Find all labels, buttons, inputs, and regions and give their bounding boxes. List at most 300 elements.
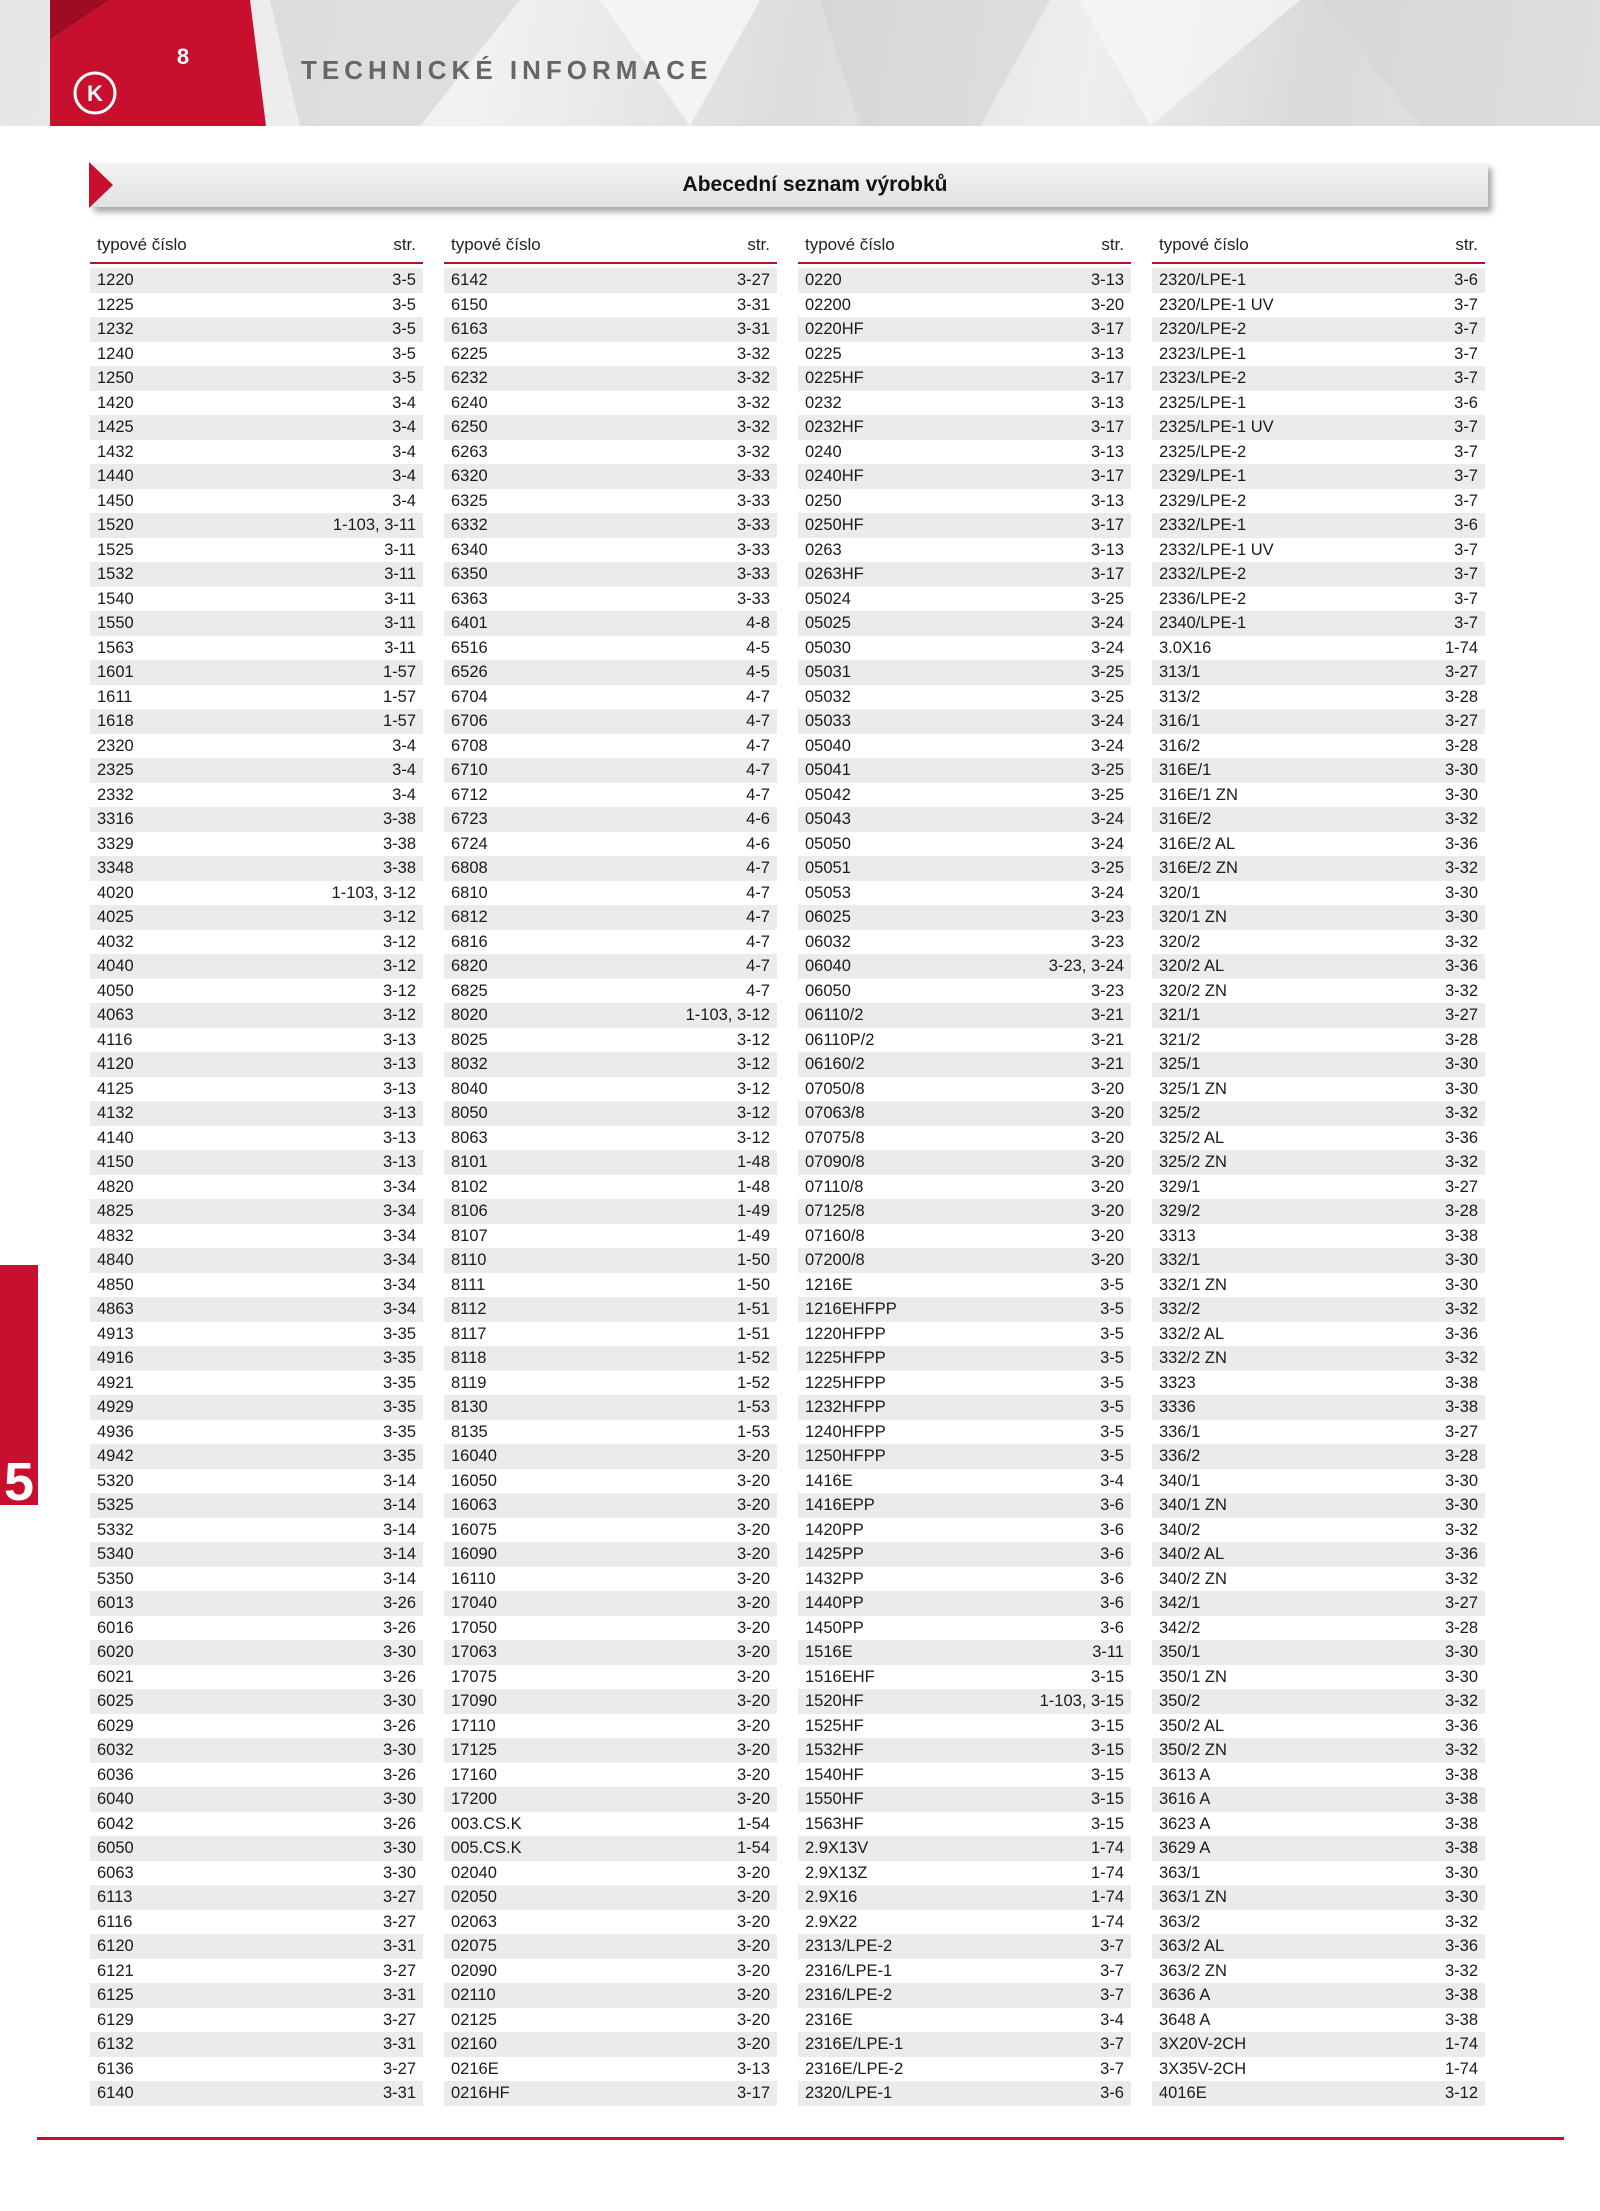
product-code: 6820	[451, 957, 488, 975]
page-reference: 3-20	[1090, 1251, 1124, 1269]
product-code: 336/2	[1159, 1447, 1201, 1465]
table-row	[798, 1567, 1131, 1592]
product-code: 05041	[805, 761, 851, 779]
page-reference: 3-30	[1444, 1275, 1478, 1294]
product-code: 320/2 ZN	[1159, 981, 1227, 1000]
product-code: 1225HFPP	[805, 1373, 886, 1392]
page-reference: 3-6	[1100, 1594, 1124, 1612]
page-reference: 1-49	[736, 1202, 770, 1220]
page-reference: 3-33	[736, 565, 770, 583]
product-code: 1225	[97, 295, 134, 314]
product-code: 1432PP	[805, 1569, 864, 1588]
table-row	[1152, 1959, 1485, 1984]
table-row	[444, 954, 777, 979]
product-code: 2329/LPE-1	[1159, 467, 1247, 485]
table-row	[444, 832, 777, 857]
page-reference: 3-27	[1444, 1594, 1478, 1612]
product-code: 6132	[97, 2035, 134, 2053]
product-code: 16075	[451, 1520, 497, 1539]
product-code: 1550	[97, 614, 134, 632]
table-row	[1152, 1469, 1485, 1494]
product-code: 6263	[451, 442, 488, 461]
page-reference: 3-15	[1090, 1790, 1124, 1808]
table-row	[798, 709, 1131, 734]
product-code: 4132	[97, 1104, 134, 1122]
product-code: 6020	[97, 1643, 134, 1661]
page-reference: 3-25	[1090, 663, 1124, 681]
page-reference: 1-51	[736, 1300, 770, 1318]
product-code: 6029	[97, 1716, 134, 1735]
product-code: 4140	[97, 1128, 134, 1147]
table-row	[1152, 832, 1485, 857]
page-reference: 3-12	[382, 932, 416, 951]
page-reference: 3-7	[1454, 491, 1478, 510]
table-row	[1152, 268, 1485, 293]
page-reference: 3-4	[392, 442, 416, 461]
page-reference: 3-15	[1090, 1741, 1124, 1759]
page-reference: 3-34	[382, 1202, 416, 1220]
page-reference: 1-103, 3-12	[685, 1006, 770, 1024]
product-code: 6250	[451, 418, 488, 436]
product-code: 4916	[97, 1349, 134, 1367]
page-reference: 3-33	[736, 516, 770, 534]
table-row	[444, 734, 777, 759]
table-row	[798, 513, 1131, 538]
product-code: 6036	[97, 1765, 134, 1784]
table-row	[1152, 1861, 1485, 1886]
table-row	[1152, 1248, 1485, 1273]
product-code: 2320/LPE-2	[1159, 320, 1247, 338]
header-page-label: str.	[1455, 235, 1478, 254]
table-row	[798, 979, 1131, 1004]
page-reference: 3-14	[382, 1545, 416, 1563]
page-reference: 3-15	[1090, 1765, 1124, 1784]
product-code: 0263	[805, 540, 842, 559]
table-row	[798, 1910, 1131, 1935]
page-reference: 3-21	[1090, 1030, 1124, 1049]
table-row	[90, 1763, 423, 1788]
table-row	[90, 832, 423, 857]
page-reference: 3-20	[736, 1569, 770, 1588]
table-row	[798, 1322, 1131, 1347]
product-code: 1440	[97, 467, 134, 485]
page-reference: 3-30	[1444, 883, 1478, 902]
table-row	[1152, 1395, 1485, 1420]
table-row	[798, 440, 1131, 465]
product-code: 16050	[451, 1471, 497, 1490]
page-reference: 3-20	[736, 1716, 770, 1735]
page-reference: 3-30	[382, 1839, 416, 1857]
product-code: 06160/2	[805, 1055, 865, 1073]
header-code-label: typové číslo	[451, 235, 541, 254]
table-row	[90, 758, 423, 783]
page-reference: 3-6	[1100, 1618, 1124, 1637]
product-index-table	[90, 230, 1490, 2110]
table-row	[90, 391, 423, 416]
product-code: 332/2 ZN	[1159, 1349, 1227, 1367]
product-code: 6401	[451, 614, 488, 632]
table-row	[798, 1224, 1131, 1249]
product-code: 1540	[97, 589, 134, 608]
product-code: 6150	[451, 295, 488, 314]
product-code: 8107	[451, 1226, 488, 1245]
product-code: 6140	[97, 2084, 134, 2102]
table-row	[444, 415, 777, 440]
table-row	[444, 783, 777, 808]
table-row	[444, 881, 777, 906]
table-row	[444, 464, 777, 489]
product-code: 4942	[97, 1447, 134, 1465]
page-reference: 3-25	[1090, 761, 1124, 779]
table-row	[1152, 783, 1485, 808]
page-reference: 3-34	[382, 1177, 416, 1196]
product-code: 6021	[97, 1667, 134, 1686]
header-page-label: str.	[1101, 235, 1124, 254]
table-row	[1152, 1542, 1485, 1567]
product-code: 0225	[805, 344, 842, 363]
product-code: 6706	[451, 712, 488, 730]
table-row	[444, 1910, 777, 1935]
table-row	[444, 1934, 777, 1959]
page-reference: 3-38	[1444, 1986, 1478, 2004]
page-reference: 3-28	[1444, 687, 1478, 706]
table-row	[90, 1322, 423, 1347]
product-code: 06050	[805, 981, 851, 1000]
page-reference: 3-13	[1090, 442, 1124, 461]
product-code: 2313/LPE-2	[805, 1937, 893, 1955]
table-row	[798, 1640, 1131, 1665]
page-reference: 3-6	[1100, 2084, 1124, 2102]
product-code: 5320	[97, 1471, 134, 1490]
product-code: 316E/1	[1159, 761, 1212, 779]
table-row	[444, 391, 777, 416]
table-row	[444, 1224, 777, 1249]
table-row	[1152, 1028, 1485, 1053]
product-code: 8102	[451, 1177, 488, 1196]
product-code: 332/1 ZN	[1159, 1275, 1227, 1294]
page-reference: 3-7	[1454, 442, 1478, 461]
page-reference: 3-32	[1444, 810, 1478, 828]
page-reference: 3-34	[382, 1251, 416, 1269]
product-code: 340/1 ZN	[1159, 1496, 1227, 1514]
page-reference: 3-27	[736, 271, 770, 289]
page-reference: 1-103, 3-12	[331, 883, 416, 902]
page-reference: 1-53	[736, 1422, 770, 1441]
table-row	[90, 979, 423, 1004]
product-code: 02160	[451, 2035, 497, 2053]
page-reference: 3-14	[382, 1520, 416, 1539]
table-row	[798, 1003, 1131, 1028]
page-reference: 3-20	[736, 1937, 770, 1955]
table-row	[90, 513, 423, 538]
product-code: 321/1	[1159, 1006, 1201, 1024]
product-code: 8118	[451, 1349, 487, 1367]
table-row	[1152, 954, 1485, 979]
page-reference: 3-27	[1444, 1177, 1478, 1196]
product-code: 05033	[805, 712, 851, 730]
table-row	[798, 783, 1131, 808]
table-row	[1152, 1297, 1485, 1322]
page-reference: 3-14	[382, 1569, 416, 1588]
product-code: 3629 A	[1159, 1839, 1211, 1857]
table-row	[798, 342, 1131, 367]
product-code: 329/1	[1159, 1177, 1201, 1196]
table-row	[444, 1371, 777, 1396]
table-row	[1152, 2008, 1485, 2033]
table-row	[444, 758, 777, 783]
header-red-tab	[0, 0, 270, 126]
column-rows	[798, 268, 1131, 2106]
table-row	[798, 881, 1131, 906]
product-code: 5350	[97, 1569, 134, 1588]
page-reference: 3-32	[736, 369, 770, 387]
table-row	[90, 587, 423, 612]
product-code: 2323/LPE-2	[1159, 369, 1247, 387]
table-row	[1152, 905, 1485, 930]
product-code: 6325	[451, 491, 488, 510]
page-reference: 3-36	[1444, 957, 1478, 975]
table-row	[444, 1175, 777, 1200]
table-row	[444, 1689, 777, 1714]
table-row	[444, 1444, 777, 1469]
page-reference: 1-74	[1090, 1839, 1124, 1857]
product-code: 1420	[97, 393, 134, 412]
table-row	[444, 1714, 777, 1739]
product-code: 0263HF	[805, 565, 864, 583]
product-code: 02040	[451, 1863, 497, 1882]
table-row	[1152, 1420, 1485, 1445]
table-row	[90, 636, 423, 661]
product-code: 16110	[451, 1569, 496, 1588]
table-row	[798, 1812, 1131, 1837]
table-row	[798, 1346, 1131, 1371]
product-code: 363/1 ZN	[1159, 1888, 1227, 1906]
table-row	[90, 1665, 423, 1690]
product-code: 2316E/LPE-2	[805, 2059, 904, 2078]
page-reference: 3-12	[736, 1104, 770, 1122]
column-rows	[1152, 268, 1485, 2106]
product-code: 320/1	[1159, 883, 1201, 902]
product-code: 3316	[97, 810, 134, 828]
column-rows	[444, 268, 777, 2106]
page-reference: 1-51	[736, 1324, 770, 1343]
page-reference: 3-20	[1090, 1177, 1124, 1196]
product-code: 0220HF	[805, 320, 864, 338]
page-reference: 3-32	[736, 418, 770, 436]
page-reference: 3-30	[382, 1643, 416, 1661]
page-reference: 1-57	[382, 663, 416, 681]
table-row	[90, 954, 423, 979]
page-reference: 3-32	[1444, 1153, 1478, 1171]
page-reference: 3-27	[1444, 712, 1478, 730]
column-header	[90, 230, 423, 264]
table-row	[90, 1297, 423, 1322]
product-code: 0250HF	[805, 516, 864, 534]
product-code: 2316/LPE-1	[805, 1961, 893, 1980]
table-row	[1152, 881, 1485, 906]
page-reference: 1-52	[736, 1349, 770, 1367]
table-row	[90, 1052, 423, 1077]
page-reference: 3-5	[392, 271, 416, 289]
page-reference: 3-12	[382, 1006, 416, 1024]
page-reference: 3-24	[1090, 883, 1124, 902]
page-reference: 3-4	[392, 491, 416, 510]
product-code: 1416E	[805, 1471, 853, 1490]
page-reference: 3-6	[1100, 1496, 1124, 1514]
product-code: 6040	[97, 1790, 134, 1808]
page-reference: 3-31	[736, 320, 770, 338]
page-reference: 3-20	[736, 1471, 770, 1490]
product-code: 2316E/LPE-1	[805, 2035, 904, 2053]
table-row	[90, 1224, 423, 1249]
product-code: 8106	[451, 1202, 488, 1220]
page-reference: 3-33	[736, 540, 770, 559]
product-code: 2.9X22	[805, 1912, 858, 1931]
table-row	[798, 636, 1131, 661]
product-code: 6712	[451, 785, 488, 804]
page-reference: 3-20	[1090, 1104, 1124, 1122]
table-column	[444, 230, 777, 2106]
product-code: 1232	[97, 320, 134, 338]
table-row	[798, 685, 1131, 710]
table-row	[90, 1077, 423, 1102]
page-reference: 3-13	[1090, 540, 1124, 559]
product-code: 4120	[97, 1055, 134, 1073]
product-code: 05040	[805, 736, 851, 755]
table-row	[90, 1518, 423, 1543]
column-header	[798, 230, 1131, 264]
product-code: 342/1	[1159, 1594, 1201, 1612]
product-code: 4913	[97, 1324, 134, 1343]
table-row	[444, 1199, 777, 1224]
page-reference: 3-20	[736, 1863, 770, 1882]
product-code: 2336/LPE-2	[1159, 589, 1247, 608]
product-code: 1220HFPP	[805, 1324, 886, 1343]
product-code: 02110	[451, 1986, 496, 2004]
table-row	[444, 2057, 777, 2082]
page-reference: 3-7	[1454, 418, 1478, 436]
table-row	[1152, 685, 1485, 710]
page-reference: 3-20	[1090, 1153, 1124, 1171]
product-code: 6063	[97, 1863, 134, 1882]
table-row	[798, 489, 1131, 514]
table-row	[444, 440, 777, 465]
table-row	[798, 954, 1131, 979]
page-reference: 3-17	[1090, 418, 1124, 436]
product-code: 2.9X16	[805, 1888, 858, 1906]
table-row	[1152, 758, 1485, 783]
product-code: 6025	[97, 1692, 134, 1710]
table-row	[798, 415, 1131, 440]
table-row	[1152, 1836, 1485, 1861]
product-code: 316/2	[1159, 736, 1201, 755]
page-reference: 3-27	[1444, 663, 1478, 681]
table-row	[90, 1787, 423, 1812]
table-row	[1152, 1934, 1485, 1959]
product-code: 05053	[805, 883, 851, 902]
product-code: 17090	[451, 1692, 497, 1710]
table-row	[1152, 489, 1485, 514]
product-code: 332/2	[1159, 1300, 1201, 1318]
page-reference: 3-30	[382, 1692, 416, 1710]
table-row	[798, 1738, 1131, 1763]
product-code: 4863	[97, 1300, 134, 1318]
table-row	[1152, 734, 1485, 759]
page-reference: 3-21	[1090, 1055, 1124, 1073]
page-reference: 3-5	[1100, 1324, 1124, 1343]
table-row	[90, 1003, 423, 1028]
page-reference: 3-31	[382, 1986, 416, 2004]
table-row	[798, 905, 1131, 930]
product-code: 6116	[97, 1912, 133, 1931]
table-row	[90, 1542, 423, 1567]
table-row	[444, 1591, 777, 1616]
table-row	[90, 807, 423, 832]
page-reference: 3-21	[1090, 1006, 1124, 1024]
table-row	[1152, 1787, 1485, 1812]
page-reference: 3-5	[1100, 1447, 1124, 1465]
product-code: 6232	[451, 369, 488, 387]
product-code: 1225HFPP	[805, 1349, 886, 1367]
table-row	[798, 1493, 1131, 1518]
product-code: 4825	[97, 1202, 134, 1220]
product-code: 2320	[97, 736, 134, 755]
product-code: 4040	[97, 957, 134, 975]
table-column	[1152, 230, 1485, 2106]
table-row	[1152, 856, 1485, 881]
table-row	[1152, 464, 1485, 489]
page-reference: 1-103, 3-11	[332, 516, 416, 534]
table-row	[798, 2081, 1131, 2106]
table-row	[1152, 1077, 1485, 1102]
product-code: 340/1	[1159, 1471, 1201, 1490]
product-code: 17200	[451, 1790, 497, 1808]
table-row	[90, 1885, 423, 1910]
page-reference: 3-13	[382, 1030, 416, 1049]
product-code: 8032	[451, 1055, 488, 1073]
page-reference: 3-5	[1100, 1422, 1124, 1441]
product-code: 8050	[451, 1104, 488, 1122]
product-code: 6825	[451, 981, 488, 1000]
table-row	[1152, 1273, 1485, 1298]
product-code: 350/2 ZN	[1159, 1741, 1227, 1759]
table-row	[444, 268, 777, 293]
page-reference: 3-23	[1090, 908, 1124, 926]
product-code: 363/1	[1159, 1863, 1201, 1882]
page-reference: 1-74	[1444, 2059, 1478, 2078]
product-code: 4921	[97, 1373, 134, 1392]
page-reference: 4-7	[746, 736, 770, 755]
product-code: 2325/LPE-1	[1159, 393, 1247, 412]
page-reference: 3-6	[1100, 1520, 1124, 1539]
column-header	[1152, 230, 1485, 264]
product-code: 325/2 ZN	[1159, 1153, 1227, 1171]
table-row	[444, 1297, 777, 1322]
page-reference: 3-31	[382, 1937, 416, 1955]
product-code: 3.0X16	[1159, 638, 1212, 657]
page-reference: 3-32	[736, 344, 770, 363]
brand-logo-icon	[72, 70, 118, 116]
product-code: 2320/LPE-1 UV	[1159, 295, 1274, 314]
page-reference: 3-20	[736, 1692, 770, 1710]
table-row	[798, 1028, 1131, 1053]
page-reference: 3-32	[1444, 1349, 1478, 1367]
page-reference: 3-32	[1444, 1569, 1478, 1588]
product-code: 1250	[97, 369, 134, 387]
product-code: 4020	[97, 883, 134, 902]
page-reference: 3-30	[1444, 1055, 1478, 1073]
table-row	[1152, 415, 1485, 440]
